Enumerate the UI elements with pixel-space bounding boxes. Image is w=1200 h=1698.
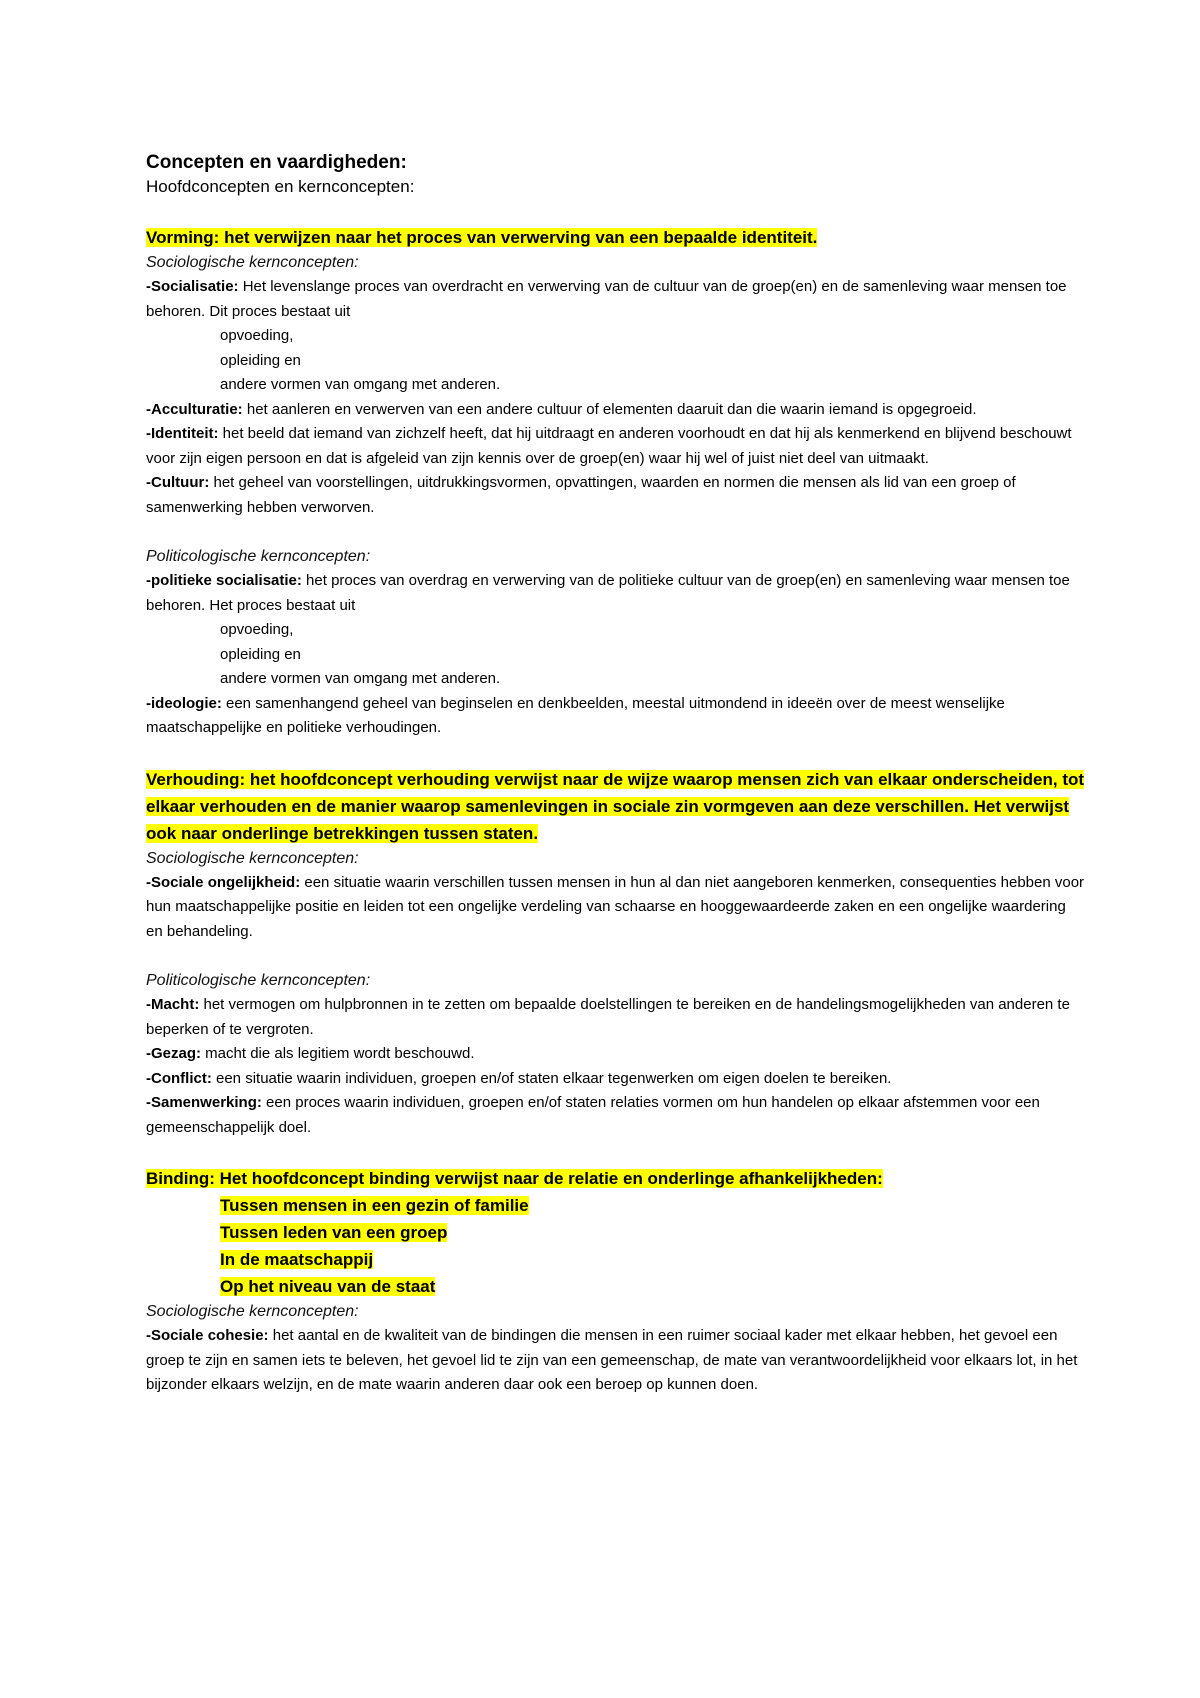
list-item: andere vormen van omgang met anderen.: [220, 376, 501, 393]
label-politicologische: Politicologische kernconcepten:: [146, 972, 371, 989]
list-item: opvoeding,: [220, 327, 294, 344]
spacer: [146, 1140, 1086, 1165]
list-item: opleiding en: [220, 351, 301, 369]
term-label: -ideologie:: [146, 694, 222, 712]
spacer: [146, 199, 1086, 224]
term-label: -Identiteit:: [146, 425, 219, 442]
para-socialisatie: -Socialisatie: Het levenslange proces van overdracht en verwerving van de cultuur van de groep(en) en de samenleving waar mensen toe behoren. Dit proces bestaat uit: [146, 278, 1067, 320]
spacer: [146, 520, 1086, 545]
label-sociologische: Sociologische kernconcepten:: [146, 254, 359, 271]
section-binding: [146, 1165, 1086, 1398]
highlight-verhouding: Verhouding: het hoofdconcept verhouding verwijst naar de wijze waarop mensen zich van elkaar onderscheiden, tot elkaar verhouden en de manier waarop samenlevingen in sociale zin vormgeven aan deze verschillen. Het verwijst ook naar onderlinge betrekkingen tussen staten.: [146, 769, 1085, 843]
term-label: -Macht:: [146, 996, 200, 1013]
highlight-item: Tussen mensen in een gezin of familie: [220, 1196, 529, 1215]
para-politieke-socialisatie: -politieke socialisatie: het proces van overdrag en verwerving van de politieke cultuur van de groep(en) en samenleving waar mensen toe behoren. Het proces bestaat uit: [146, 572, 1070, 614]
heading-verhouding: [146, 766, 1086, 847]
highlight-item: Tussen leden van een groep: [220, 1223, 448, 1242]
label-sociologische: Sociologische kernconcepten:: [146, 849, 359, 867]
para-sociale-cohesie: -Sociale cohesie: het aantal en de kwaliteit van de bindingen die mensen in een ruimer sociaal kader met elkaar hebben, het gevoel een groep te zijn en samen iets te beleven, het gevoel lid te zijn van een gemeenschap, de mate van verantwoordelijkheid voor elkaars lot, in het bijzonder elkaars welzijn, en de mate waarin anderen daar ook een beroep op kunnen doen.: [146, 1327, 1078, 1393]
section-vorming: [146, 224, 1086, 741]
list-item: [146, 1246, 1086, 1273]
para-sociale-ongelijkheid: -Sociale ongelijkheid: een situatie waarin verschillen tussen mensen in hun al dan niet aangeboren kenmerken, consequenties hebben voor hun maatschappelijke positie en leiden tot een ongelijke verdeling van schaarse en hooggewaardeerde zaken en een ongelijke waardering en behandeling.: [146, 873, 1085, 940]
heading-vorming: [146, 224, 1086, 251]
highlight-vorming: Vorming: het verwijzen naar het proces van verwerving van een bepaalde identiteit.: [146, 228, 818, 247]
label-politicologische: Politicologische kernconcepten:: [146, 548, 371, 565]
term-label: -Acculturatie:: [146, 400, 243, 418]
list-item: opleiding en: [220, 645, 301, 663]
label-sociologische: Sociologische kernconcepten:: [146, 1303, 359, 1320]
list-item: [146, 1273, 1086, 1300]
para-macht: -Macht: het vermogen om hulpbronnen in te zetten om bepaalde doelstellingen te bereiken en de handelingsmogelijkheden van anderen te beperken of te vergroten.: [146, 996, 1070, 1038]
term-label: -Samenwerking:: [146, 1094, 262, 1111]
para-gezag: -Gezag: macht die als legitiem wordt beschouwd.: [146, 1045, 475, 1062]
para-acculturatie: -Acculturatie: het aanleren en verwerven van een andere cultuur of elementen daaruit dan die waarin iemand is opgegroeid.: [146, 400, 977, 418]
list-item: [146, 1219, 1086, 1246]
page-subtitle: Hoofdconcepten en kernconcepten:: [146, 177, 415, 196]
term-label: -Cultuur:: [146, 474, 210, 491]
highlight-item: Op het niveau van de staat: [220, 1277, 436, 1296]
document-page: [146, 150, 1086, 1398]
term-label: -Sociale ongelijkheid:: [146, 873, 301, 891]
term-label: -Conflict:: [146, 1069, 212, 1087]
para-cultuur: -Cultuur: het geheel van voorstellingen, uitdrukkingsvormen, opvattingen, waarden en normen die mensen als lid van een groep of samenwerking hebben verworven.: [146, 474, 1016, 516]
term-label: -Socialisatie:: [146, 278, 239, 295]
spacer: [146, 741, 1086, 766]
spacer: [146, 944, 1086, 969]
list-item: opvoeding,: [220, 621, 294, 638]
list-item: [146, 1192, 1086, 1219]
page-title: Concepten en vaardigheden:: [146, 152, 407, 173]
term-label: -politieke socialisatie:: [146, 572, 302, 589]
para-ideologie: -ideologie: een samenhangend geheel van beginselen en denkbeelden, meestal uitmondend in ideeën over de meest wenselijke maatschappelijke en politieke verhoudingen.: [146, 694, 1005, 736]
term-label: -Gezag:: [146, 1045, 202, 1062]
heading-binding: [146, 1165, 1086, 1192]
para-conflict: -Conflict: een situatie waarin individuen, groepen en/of staten elkaar tegenwerken om eigen doelen te bereiken.: [146, 1069, 892, 1087]
para-samenwerking: -Samenwerking: een proces waarin individuen, groepen en/of staten relaties vormen om hun handelen op elkaar afstemmen voor een gemeenschappelijk doel.: [146, 1094, 1040, 1136]
highlight-item: In de maatschappij: [220, 1250, 374, 1269]
highlight-binding: Binding: Het hoofdconcept binding verwijst naar de relatie en onderlinge afhankelijkheden:: [146, 1169, 883, 1188]
para-identiteit: -Identiteit: het beeld dat iemand van zichzelf heeft, dat hij uitdraagt en anderen voorhoudt en dat hij als kenmerkend en blijvend beschouwt voor zijn eigen persoon en dat is afgeleid van zijn kennis over de groep(en) waar hij wel of juist niet deel van uitmaakt.: [146, 425, 1072, 467]
section-verhouding: [146, 766, 1086, 1141]
list-item: andere vormen van omgang met anderen.: [220, 670, 501, 687]
term-label: -Sociale cohesie:: [146, 1327, 269, 1344]
